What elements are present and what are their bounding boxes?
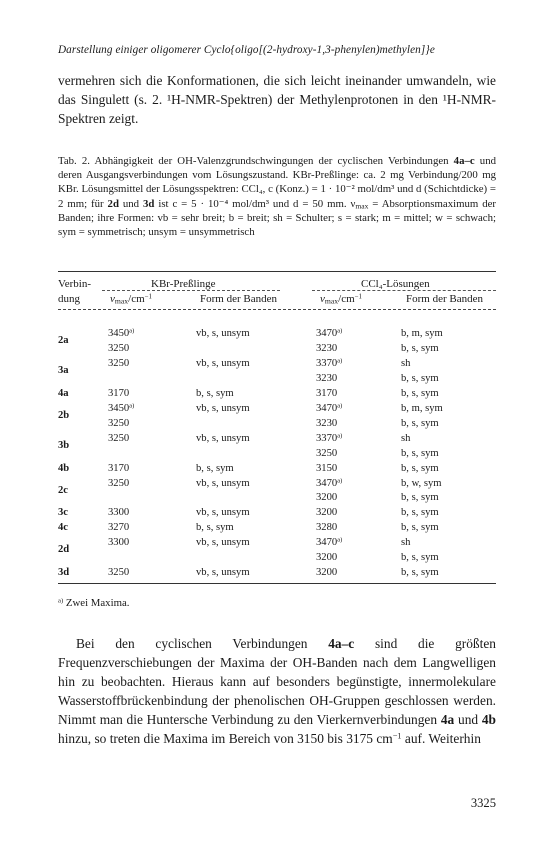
ccl4-wavenumber: 3230	[316, 372, 338, 384]
kbr-band-form: vb, s, unsym	[196, 507, 250, 519]
ccl4-band-form: b, w, sym	[401, 477, 442, 489]
table-row	[58, 418, 496, 431]
ccl4-wavenumber: 3470$^{a)}$	[316, 327, 343, 339]
ccl4-band-form: b, s, sym	[401, 567, 439, 579]
table-row	[58, 432, 496, 451]
table-bottom-rule	[58, 583, 496, 584]
ccl4-wavenumber: 3200	[316, 567, 338, 579]
kbr-band-form: vb, s, unsym	[196, 402, 250, 414]
kbr-band-form: vb, s, unsym	[196, 567, 250, 579]
ccl4-band-form: b, s, sym	[401, 372, 439, 384]
ccl4-band-form: b, s, sym	[401, 552, 439, 564]
caption-nu-subscript: max	[355, 201, 369, 211]
ccl4-wavenumber: 3370$^{a)}$	[316, 357, 343, 369]
ccl4-wavenumber: 3470$^{a)}$	[316, 476, 343, 489]
compound-label: 3a	[58, 364, 69, 376]
kbr-band-form: vb, s, unsym	[196, 477, 250, 489]
caption-text-a: Abhängigkeit der OH-Valenzgrundschwingungen der cyclischen Verbindungen	[89, 155, 454, 167]
caption-compound-3d: 3d	[143, 197, 155, 210]
kbr-wavenumber: 3170	[108, 387, 130, 399]
ccl4-wavenumber: 3170	[316, 387, 338, 399]
pb-text-3: und	[454, 712, 482, 727]
compound-label: 2c	[58, 484, 68, 496]
footnote-text: Zwei Maxima.	[63, 597, 130, 609]
ccl4-band-form: b, s, sym	[401, 492, 439, 504]
kbr-wavenumber: 3250	[108, 567, 130, 579]
kbr-band-form: vb, s, unsym	[196, 537, 250, 549]
kbr-band-form: b, s, sym	[196, 462, 234, 474]
table-row	[58, 492, 496, 505]
table-row	[58, 567, 496, 580]
ccl4-band-form: b, s, sym	[401, 447, 439, 459]
ccl4-band-form: b, m, sym	[401, 402, 443, 414]
ccl4-wavenumber: 3280	[316, 522, 338, 534]
caption-text-e: = Absorptionsmaximum der Banden; ihre Formen: vb = sehr breit; b = breit; sh = Schulter; s = stark; m = mittel; w = schwach; sym = symmetrisch; unsym = unsymmetrisch	[58, 197, 496, 239]
table-row	[58, 402, 496, 421]
ccl4-band-form: b, s, sym	[401, 417, 439, 429]
caption-compound-4a-c: 4a–c	[453, 155, 475, 167]
caption-text-b: und deren Ausgangsverbindungen vom Lösungszustand. KBr-Preßlinge: ca. 2 mg Verbindung/200 mg KBr. Lösungsmittel der Lösungsspektren: CCl₄, c (Konz.) = 1 · 10⁻² mol/dm³ und d (Schichtdicke) = 2 mm; für	[58, 155, 496, 210]
ccl4-wavenumber: 3470$^{a)}$	[316, 536, 343, 549]
kbr-wavenumber: 3300	[108, 507, 130, 519]
compound-label: 3c	[58, 507, 68, 519]
caption-text-c: und	[118, 197, 143, 210]
ccl4-band-form: sh	[401, 537, 411, 549]
running-header: Darstellung einiger oligomerer Cyclo{oligo[(2-hydroxy-1,3-phenylen)methylen]}e	[58, 44, 435, 56]
header-ccl4-nu: $\nu_{max}/cm^{-1}$	[320, 293, 362, 306]
page-number: 3325	[470, 796, 496, 810]
pb-compound-4a: 4a	[440, 712, 455, 727]
pb-unit-sup: −1	[392, 731, 402, 741]
table-row	[58, 448, 496, 461]
ccl4-group-rule	[312, 290, 496, 291]
header-ccl4-group: CCl₄-Lösungen	[361, 278, 430, 290]
kbr-wavenumber: 3170	[108, 462, 130, 474]
caption-label: Tab. 2.	[58, 155, 90, 167]
pb-compound-4a-c: 4a–c	[328, 636, 355, 651]
ccl4-band-form: sh	[401, 357, 411, 369]
kbr-band-form: vb, s, unsym	[196, 328, 250, 339]
footnote-mark: a)	[58, 597, 64, 605]
header-compound-line1: Verbin-	[58, 278, 91, 290]
compound-label: 4b	[58, 462, 70, 474]
kbr-group-rule	[102, 290, 280, 291]
compound-label: 3b	[58, 439, 70, 451]
pb-text-1: Bei den cyclischen Verbindungen	[76, 636, 329, 651]
ccl4-wavenumber: 3370$^{a)}$	[316, 432, 343, 444]
ccl4-wavenumber: 3230	[316, 417, 338, 429]
ccl4-wavenumber: 3470$^{a)}$	[316, 402, 343, 414]
kbr-wavenumber: 3450$^{a)}$	[108, 327, 135, 339]
compound-label: 2d	[58, 544, 70, 556]
compound-label: 4a	[58, 387, 69, 399]
pb-compound-4b: 4b	[481, 712, 497, 727]
caption-text-d: ist c = 5 · 10⁻⁴ mol/dm³ und d = 50 mm. ν	[154, 197, 356, 210]
paragraph-bottom	[58, 634, 496, 748]
ccl4-band-form: b, s, sym	[401, 507, 439, 519]
header-compound-line2: dung	[58, 293, 80, 305]
table-row	[58, 357, 496, 376]
ccl4-wavenumber: 3200	[316, 552, 338, 564]
ccl4-wavenumber: 3200	[316, 507, 338, 519]
compound-label: 4c	[58, 522, 68, 534]
table-footnote	[58, 597, 129, 609]
kbr-wavenumber: 3250	[108, 432, 130, 444]
table-row	[58, 507, 496, 520]
ccl4-wavenumber: 3200	[316, 492, 338, 504]
kbr-wavenumber: 3300	[108, 537, 130, 549]
caption-compound-2d: 2d	[107, 197, 119, 210]
ccl4-band-form: b, s, sym	[401, 387, 439, 399]
ccl4-band-form: b, s, sym	[401, 522, 439, 534]
kbr-band-form: b, s, sym	[196, 387, 234, 399]
kbr-wavenumber: 3250	[108, 417, 130, 429]
kbr-wavenumber: 3270	[108, 522, 130, 534]
kbr-wavenumber: 3250	[108, 357, 130, 369]
ccl4-wavenumber: 3230	[316, 342, 338, 354]
paragraph-top-text: vermehren sich die Konformationen, die sich leicht ineinander umwandeln, wie das Singulett (s. 2. ¹H-NMR-Spektren) der Methylenprotonen in den ¹H-NMR-Spektren zeigt.	[58, 73, 496, 126]
compound-label: 2a	[58, 335, 69, 346]
kbr-wavenumber: 3250	[108, 477, 130, 489]
header-kbr-group: KBr-Preßlinge	[151, 278, 216, 290]
ccl4-wavenumber: 3150	[316, 462, 338, 474]
kbr-wavenumber: 3250	[108, 342, 130, 354]
pb-text-2: sind die größten Frequenzverschiebungen der Maxima der OH-Banden nach dem Langwelligen hin zu beobachten. Hieraus kann auf besonders begünstigte, innermolekulare Wasserstoffbrückenbindung der phenolischen OH-Gruppen geschlossen werden. Nimmt man die Huntersche Verbindung zu den Vierkernverbindungen	[58, 636, 496, 727]
kbr-wavenumber: 3450$^{a)}$	[108, 402, 135, 414]
ccl4-wavenumber: 3250	[316, 447, 338, 459]
table-top-rule	[58, 271, 496, 272]
table-row	[58, 522, 496, 535]
table-row	[58, 373, 496, 386]
compound-label: 2b	[58, 409, 70, 421]
kbr-band-form: b, s, sym	[196, 522, 234, 534]
table-row	[58, 327, 496, 346]
ccl4-band-form: b, s, sym	[401, 342, 439, 354]
table-header-rule	[58, 309, 496, 310]
table-row	[58, 536, 496, 556]
table-row	[58, 343, 496, 356]
header-kbr-form: Form der Banden	[200, 293, 277, 305]
header-kbr-nu: $\nu_{max}/cm^{-1}$	[110, 293, 152, 306]
pb-text-4: hinzu, so treten die Maxima im Bereich von 3150 bis 3175 cm	[58, 731, 393, 746]
table-row	[58, 552, 496, 565]
paragraph-top	[58, 71, 496, 128]
ccl4-band-form: sh	[401, 432, 411, 444]
table-row	[58, 388, 496, 401]
ccl4-band-form: b, s, sym	[401, 462, 439, 474]
table-caption	[58, 154, 496, 239]
ccl4-band-form: b, m, sym	[401, 328, 443, 339]
compound-label: 3d	[58, 567, 70, 579]
kbr-band-form: vb, s, unsym	[196, 357, 250, 369]
header-ccl4-form: Form der Banden	[406, 293, 483, 305]
pb-text-5: auf. Weiterhin	[401, 731, 481, 746]
table-row	[58, 476, 496, 496]
kbr-band-form: vb, s, unsym	[196, 432, 250, 444]
table-row	[58, 463, 496, 476]
